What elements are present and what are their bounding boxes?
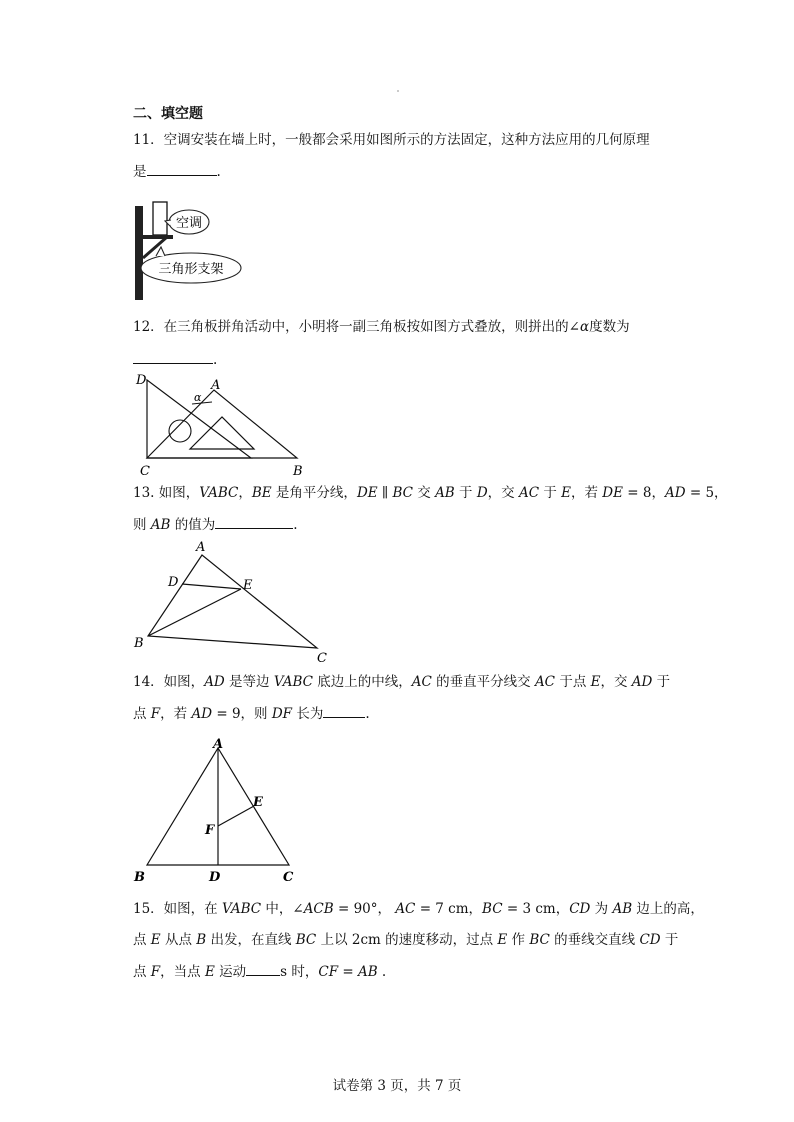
q12-line2 <box>133 350 663 369</box>
q11-line2 <box>133 162 663 181</box>
q14-figure <box>128 730 308 885</box>
label-B: B <box>293 464 303 479</box>
q15-line2: 点 E 从点 B 出发，在直线 BC 上以 2cm 的速度移动，过点 E 作 BC 的垂线交直线 CD 于 <box>133 932 679 948</box>
q14-answer-blank[interactable] <box>323 704 365 718</box>
set-square-right <box>147 390 297 458</box>
triangle-ABC <box>148 555 317 648</box>
q13-answer-blank[interactable] <box>215 515 293 529</box>
segment-FE <box>218 806 254 826</box>
q13-line2: 则 AB 的值为 . <box>133 517 298 533</box>
q14-line2: 点 F，若 AD = 9，则 DF 长为 . <box>133 706 370 722</box>
bracket-label: 三角形支架 <box>158 262 224 277</box>
q11-suffix: . <box>216 164 221 180</box>
q15-line3: 点 F，当点 E 运动 s 时，CF = AB . <box>133 964 387 980</box>
q12-figure <box>128 370 318 480</box>
label-B: B <box>134 636 144 651</box>
q13-line1: 13. 如图，VABC，BE 是角平分线，DE ∥ BC 交 AB 于 D，交 AC 于 E，若 DE = 8，AD = 5， <box>133 485 728 501</box>
label-C: C <box>140 464 150 479</box>
q12-line1 <box>133 318 663 336</box>
label-E: E <box>253 795 263 810</box>
label-F: F <box>205 823 215 838</box>
inner-triangle <box>190 417 254 449</box>
label-D: D <box>209 870 221 885</box>
q15-line1: 15．如图，在 VABC 中，∠ACB = 90°， AC = 7 cm，BC = 3 cm，CD 为 AB 边上的高， <box>133 901 704 917</box>
label-A: A <box>213 737 224 752</box>
label-D: D <box>168 575 179 590</box>
q12-text-b: 度数为 <box>589 319 630 335</box>
segment-DE <box>182 584 241 589</box>
wall <box>135 206 143 300</box>
segment-BE <box>148 589 241 636</box>
ac-label: 空调 <box>175 216 203 231</box>
label-alpha: α <box>194 391 202 404</box>
label-E: E <box>243 578 253 593</box>
q15-answer-blank[interactable] <box>246 962 280 976</box>
q13-figure <box>128 535 338 670</box>
q11-prefix: 是 <box>133 164 147 180</box>
label-A: A <box>196 540 206 555</box>
q14-line1: 14．如图，AD 是等边 VABC 底边上的中线，AC 的垂直平分线交 AC 于点 E，交 AD 于 <box>133 674 671 690</box>
label-C: C <box>317 651 327 666</box>
q12-answer-blank[interactable] <box>133 350 213 364</box>
label-D: D <box>136 373 147 388</box>
top-dot <box>397 90 399 92</box>
ac-unit <box>153 202 167 235</box>
q11-answer-blank[interactable] <box>147 162 217 176</box>
label-C: C <box>283 870 294 885</box>
bracket-callout-tail <box>156 247 165 256</box>
section-title: 二、填空题 <box>133 106 203 122</box>
q11-line1: 11．空调安装在墙上时，一般都会采用如图所示的方法固定，这种方法应用的几何原理 <box>133 132 650 148</box>
label-B: B <box>134 870 145 885</box>
q12-suffix: . <box>213 352 218 368</box>
q12-alpha: α <box>580 319 590 335</box>
q11-figure <box>128 196 250 304</box>
q12-text-a: 12．在三角板拼角活动中，小明将一副三角板按如图方式叠放，则拼出的∠ <box>133 319 580 335</box>
page-footer: 试卷第 3 页，共 7 页 <box>332 1078 462 1094</box>
set-square-hole <box>169 420 191 442</box>
label-A: A <box>211 378 221 393</box>
